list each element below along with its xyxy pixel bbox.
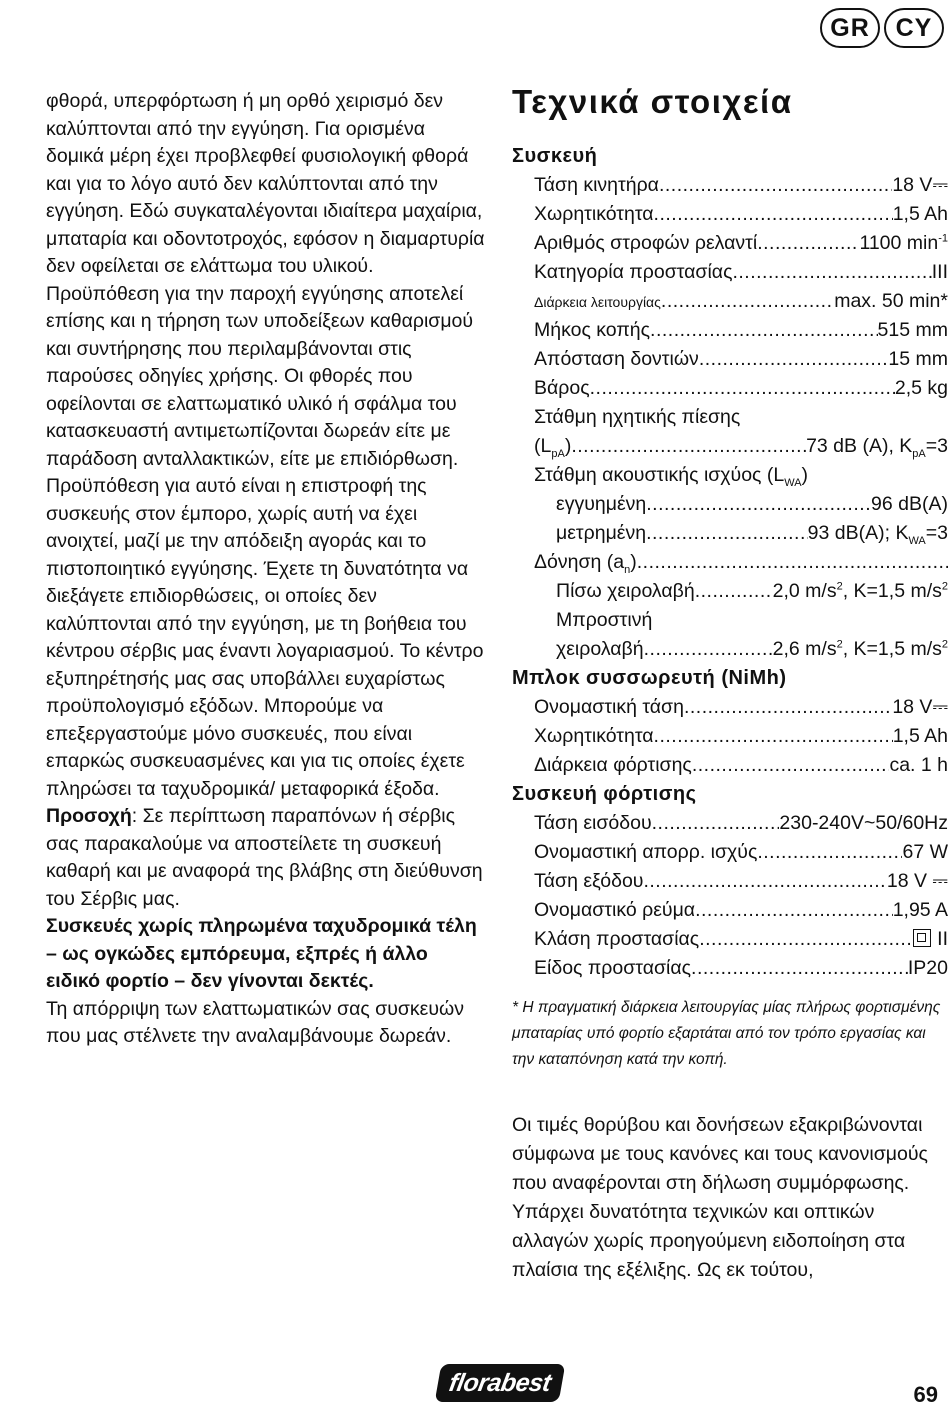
warranty-paragraph-2: Προϋπόθεση για την παροχή εγγύησης αποτελεί επίσης και η τήρηση των υποδείξεων καθαρισμού και συντήρησης που περιλαμβάνονται στις παρούσες οδηγίες χρήσης. Οι φθορές που οφείλονται σε ελαττωματικό υλικό ή σφάλμα του κατασκευαστή αντιμετωπίζονται δωρεάν είτε με παράδοση ανταλλακτικών, είτε με επιδιόρθωση. Προϋπόθεση για αυτό είναι η επιστροφή της συσκευής στον έμπορο, χωρίς αυτή να έχει ανοιχτεί, μαζί με την απόδειξη αγοράς και το πιστοποιητικό εγγύησης. Έχετε τη δυνατότητα να διεξάγετε επιδιορθώσεις, οι οποίες δεν καλύπτονται από την εγγύηση, με τη βοήθεια του κέντρου σέρβις μας έναντι λογαριασμού. Το κέντρο εξυπηρέτησής μας σας υποβάλλει ευχαρίστως προϋπολογισμό εξόδων. Μπορούμε να επεξεργαστούμε μόνο συσκευές, που είναι επαρκώς συσκευασμένες και για τις οποίες έχετε πληρώσει τα ταχυδρομικά/ μεταφορικά έξοδα.: [46, 282, 484, 800]
spec-sound-pressure-heading: Στάθμη ηχητικής πίεσης: [534, 406, 741, 428]
spec-output-voltage: Τάση εξόδου ..... 18 V ⎓: [512, 867, 948, 896]
spec-protection-class: Κλάση προστασίας ..... II: [512, 925, 948, 954]
section-device-heading: Συσκευή: [512, 145, 598, 167]
protection-class-2-icon: [913, 929, 931, 947]
attention-text: : Σε περίπτωση παραπόνων ή σέρβις σας παρακαλούμε να αποστείλετε τη συσκευή καθαρή και με αναφορά της βλάβης στη διεύθυνση του Σέρβις μας.: [46, 805, 483, 910]
spec-idle-speed: Αριθμός στροφών ρελαντί ..... 1100 $\min^{-1}$: [512, 229, 948, 258]
spec-vibration: Δόνηση $(a_n)$ .....: [512, 548, 948, 577]
spec-battery-capacity: Χωρητικότητα ..... 1,5 Ah: [512, 722, 948, 751]
dc-symbol-icon: ⎓: [932, 174, 948, 196]
spec-capacity: Χωρητικότητα ..... 1,5 Ah: [512, 200, 948, 229]
spec-tooth-spacing: Απόσταση δοντιών ..... 15 mm: [512, 345, 948, 374]
footnote: * Η πραγματική διάρκεια λειτουργίας μίας πλήρως φορτισμένης μπαταρίας υπό φορτίο εξαρτάται από τον τρόπο εργασίας και την καταπόνηση κατά την κοπή.: [512, 999, 941, 1068]
spec-motor-voltage: Τάση κινητήρα ..... 18 V ⎓: [512, 171, 948, 200]
warranty-paragraph-1: φθορά, υπερφόρτωση ή μη ορθό χειρισμό δεν καλύπτονται από την εγγύηση. Για ορισμένα δομικά μέρη έχει προβλεφθεί φυσιολογική φθορά και για το λόγο αυτό δεν καλύπτονται από την εγγύηση. Εδώ συγκαταλέγονται ιδιαίτερα μαχαίρια, μπαταρία και οδοντοτροχός, εφόσον η διαμαρτυρία δεν οφείλεται σε ελάττωμα του υλικού.: [46, 90, 485, 277]
spec-battery-voltage: Ονομαστική τάση ..... 18 V ⎓: [512, 693, 948, 722]
attention-paragraph: [46, 803, 486, 913]
closing-paragraph: Οι τιμές θορύβου και δονήσεων εξακριβώνονται σύμφωνα με τους κανόνες και τους κανονισμούς που αναφέρονται στη δήλωση συμμόρφωσης. Υπάρχει δυνατότητα τεχνικών και οπτικών αλλαγών χωρίς προηγούμενη ειδοποίηση στα πλαίσια της εξέλιξης. Ως εκ τούτου,: [512, 1114, 928, 1281]
spec-ip-rating: Είδος προστασίας ..... IP20: [512, 954, 948, 983]
spec-vibration-front: χειρολαβή ..... 2,6 $m/s^2$, K=1,5 $m/s^2$: [512, 635, 948, 664]
spec-protection-category: Κατηγορία προστασίας ..... III: [512, 258, 948, 287]
page-title: Τεχνικά στοιχεία: [512, 83, 793, 120]
warranty-column: [46, 88, 486, 1051]
spec-vibration-front-label: Μπροστινή: [556, 609, 653, 631]
spec-sound-power-guaranteed: εγγυημένη ..... 96 dB(A): [512, 490, 948, 519]
spec-rated-current: Ονομαστικό ρεύμα ..... 1,95 A: [512, 896, 948, 925]
spec-rated-power: Ονομαστική απορρ. ισχύς ..... 67 W: [512, 838, 948, 867]
spec-vibration-rear: Πίσω χειρολαβή ..... 2,0 $m/s^2$, K=1,5 $m/s^2$: [512, 577, 948, 606]
spec-input-voltage: Τάση εισόδου ..... 230-240V~50/60Hz: [512, 809, 948, 838]
disposal-paragraph: Τη απόρριψη των ελαττωματικών σας συσκευών που μας στέλνετε την αναλαμβάνουμε δωρεάν.: [46, 997, 464, 1047]
badge-cy: CY: [884, 8, 944, 48]
attention-label: Προσοχή: [46, 805, 132, 827]
tech-data-column: [512, 82, 948, 1285]
spec-charge-time: Διάρκεια φόρτισης ..... ca. 1 h: [512, 751, 948, 780]
spec-sound-power-measured: μετρημένη ..... 93 dB(A); $K_{WA}=3$: [512, 519, 948, 548]
spec-weight: Βάρος ..... 2,5 kg: [512, 374, 948, 403]
section-charger-heading: Συσκευή φόρτισης: [512, 783, 697, 805]
badge-gr: GR: [820, 8, 880, 48]
spec-sound-pressure: $(L_{pA})$ ..... 73 dB (A), $K_{pA}=3$: [512, 432, 948, 461]
section-battery-heading: Μπλοκ συσσωρευτή (NiMh): [512, 667, 787, 689]
brand-logo: florabest: [435, 1364, 566, 1402]
spec-operating-time: Διάρκεια λειτουργίας ..... max. 50 min*: [512, 287, 948, 316]
page-number: 69: [913, 1382, 938, 1407]
spec-cut-length: Μήκος κοπής ..... 515 mm: [512, 316, 948, 345]
spec-sound-power-heading: Στάθμη ακουστικής ισχύος $(L_{WA})$: [534, 464, 809, 489]
dc-symbol-icon: ⎓: [927, 870, 948, 892]
dc-symbol-icon: ⎓: [932, 696, 948, 718]
language-badges: [820, 8, 944, 48]
bold-notice: Συσκευές χωρίς πληρωμένα ταχυδρομικά τέλη – ως ογκώδες εμπόρευμα, εξπρές ή άλλο ειδικό φορτίο – δεν γίνονται δεκτές.: [46, 915, 477, 992]
